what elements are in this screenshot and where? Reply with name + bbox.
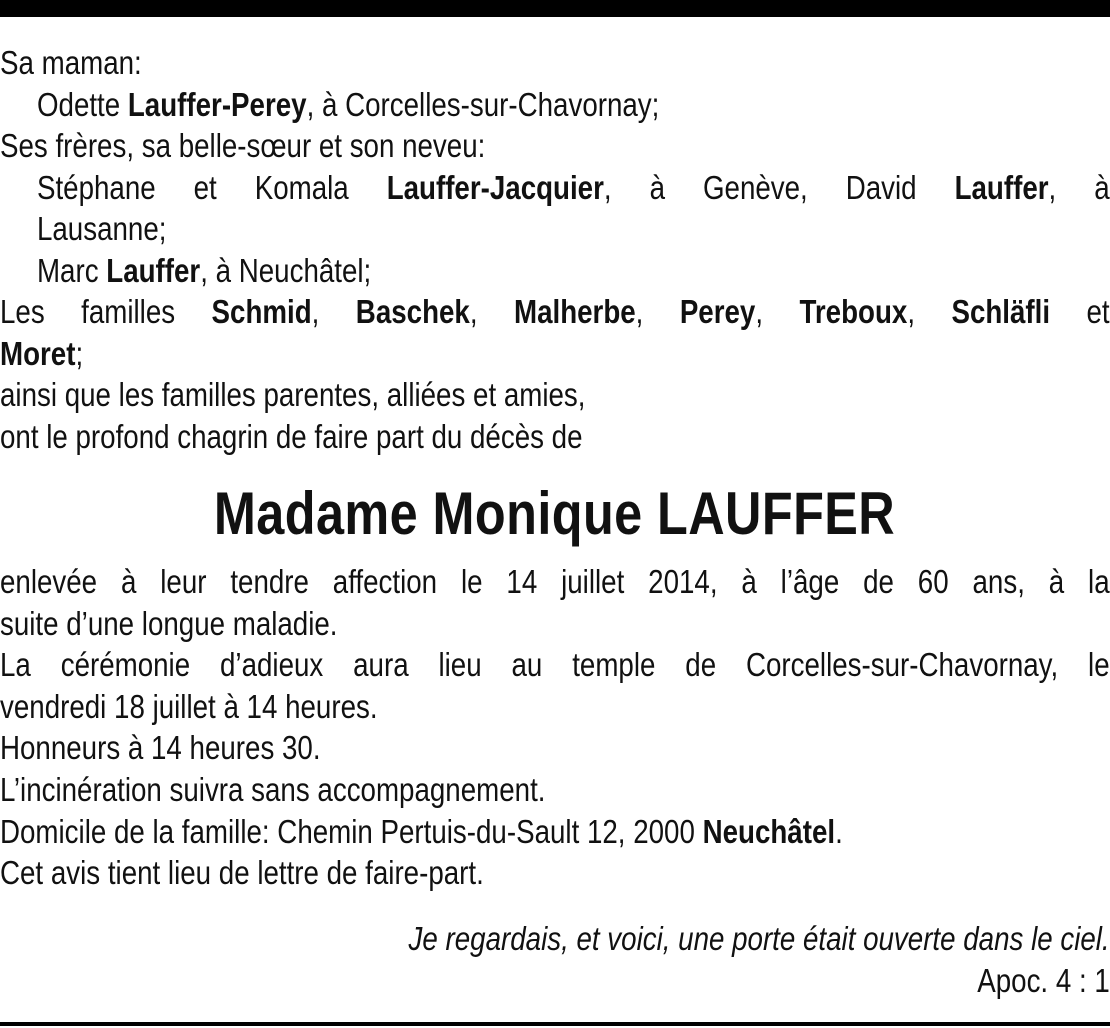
david-surname: Lauffer	[954, 168, 1049, 206]
detail-line-6: L’incinération suivra sans accompagnement.	[0, 770, 546, 808]
bottom-rule	[0, 1022, 1110, 1026]
familles-label: Les familles	[0, 293, 212, 330]
odette-first: Odette	[36, 85, 128, 123]
quote-text: Je regardais, et voici, une porte était ouverte dans le ciel.	[408, 920, 1110, 957]
odette-line	[0, 84, 1110, 126]
domicile-city: Neuchâtel	[702, 812, 836, 850]
detail-line-4: vendredi 18 juillet à 14 heures.	[0, 687, 378, 725]
family-moret: Moret	[0, 334, 76, 372]
moret-line	[0, 333, 1110, 375]
odette-surname: Lauffer-Perey	[127, 85, 307, 123]
freres-label: Ses frères, sa belle-sœur et son neveu:	[0, 127, 486, 164]
and-word: et	[1050, 293, 1110, 330]
marc-line	[0, 250, 1110, 292]
quote-reference: Apoc. 4 : 1	[977, 961, 1110, 999]
deceased-name-text: Madame Monique LAUFFER	[214, 480, 896, 547]
detail-line-3: La cérémonie d’adieux aura lieu au temple de Corcelles-sur-Chavornay, le	[0, 646, 1110, 684]
family-treboux: Treboux	[799, 293, 908, 330]
maman-label: Sa maman:	[0, 44, 142, 81]
detail-line-5: Honneurs à 14 heures 30.	[0, 729, 321, 767]
stephane-surname: Lauffer-Jacquier	[386, 168, 604, 206]
ceremony-details	[0, 561, 1110, 894]
domicile-punct: .	[835, 812, 843, 850]
family-malherbe: Malherbe	[513, 293, 636, 330]
marc-place: , à Neuchâtel;	[200, 251, 372, 289]
familles-line: Les familles Schmid, Baschek, Malherbe, Perey, Treboux, Schläfli et	[0, 293, 1110, 330]
david-place: , à	[1048, 168, 1110, 206]
david-first: , à Genève, David	[603, 168, 955, 206]
chagrin-line: ont le profond chagrin de faire part du décès de	[0, 417, 583, 455]
family-schlafli: Schläfli	[951, 293, 1051, 330]
stephane-line	[0, 167, 1110, 209]
family-list	[0, 42, 1110, 457]
detail-line-7	[0, 811, 1110, 853]
stephane-first: Stéphane et Komala	[36, 168, 387, 206]
top-rule	[0, 0, 1110, 17]
family-baschek: Baschek	[355, 293, 470, 330]
marc-first: Marc	[36, 251, 107, 289]
detail-line-2: suite d’une longue maladie.	[0, 604, 338, 642]
detail-line-8: Cet avis tient lieu de lettre de faire-part.	[0, 854, 484, 892]
bible-quote	[0, 918, 1110, 1001]
marc-surname: Lauffer	[106, 251, 201, 289]
parentes-line: ainsi que les familles parentes, alliées et amies,	[0, 376, 586, 413]
family-perey: Perey	[679, 293, 756, 330]
deceased-name	[0, 478, 1110, 550]
domicile-address: Domicile de la famille: Chemin Pertuis-du-Sault 12, 2000	[0, 812, 703, 850]
moret-punct: ;	[75, 334, 84, 372]
detail-line-1: enlevée à leur tendre affection le 14 juillet 2014, à l’âge de 60 ans, à la	[0, 563, 1110, 600]
lausanne-line: Lausanne;	[36, 210, 167, 247]
odette-place: , à Corcelles-sur-Chavornay;	[306, 85, 660, 123]
family-schmid: Schmid	[211, 293, 312, 330]
